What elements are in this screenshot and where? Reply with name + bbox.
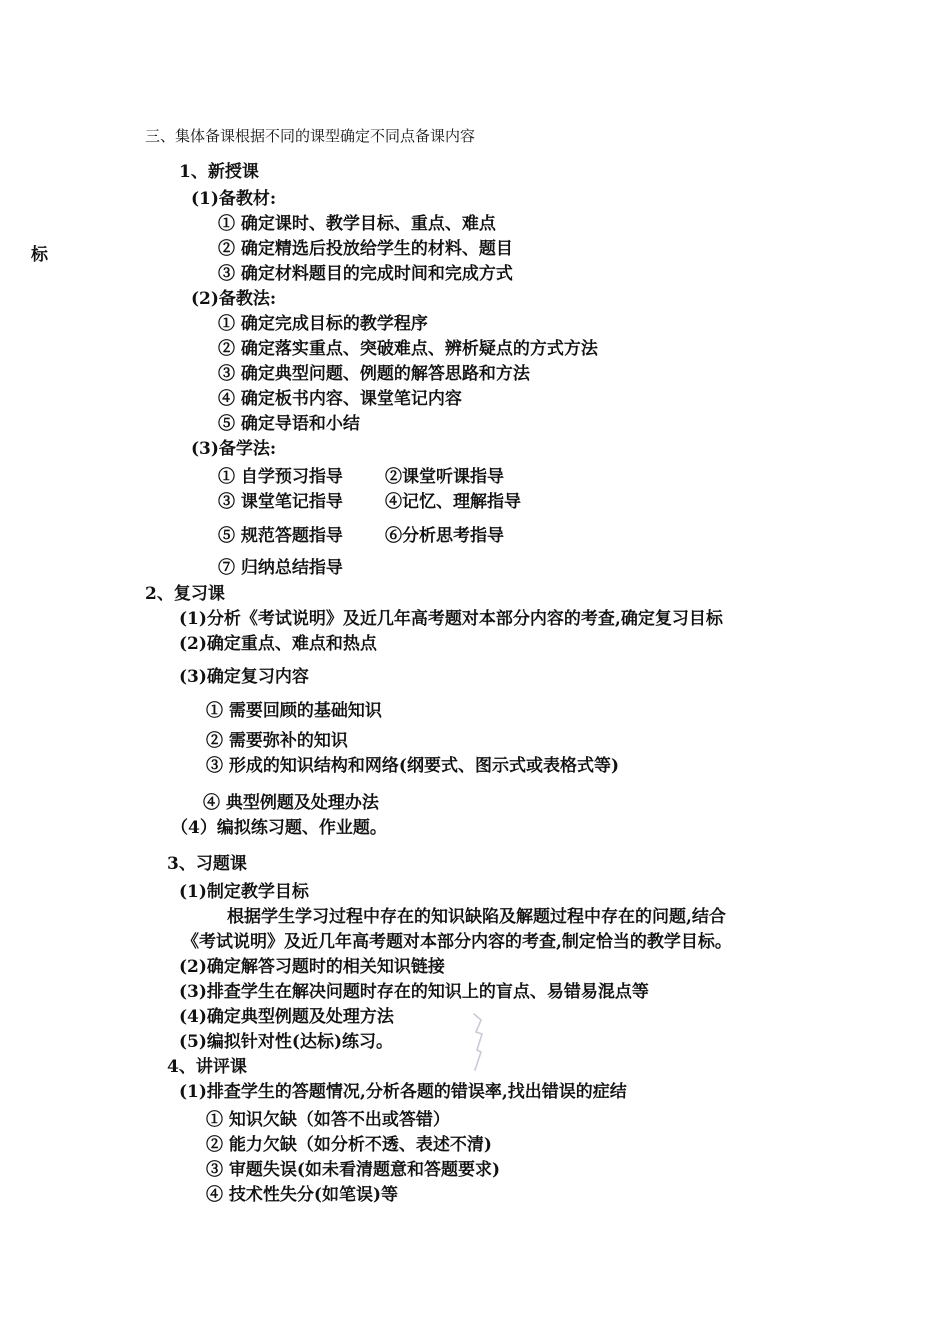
list-item: ③ 确定典型问题、例题的解答思路和方法 (218, 364, 530, 384)
s3-part1-title: (1)制定教学目标 (179, 882, 309, 902)
s1-part3-title: (3)备学法: (191, 439, 277, 459)
section-1-title: 1、新授课 (179, 162, 259, 182)
list-item: ③ 确定材料题目的完成时间和完成方式 (218, 264, 513, 284)
s1-part2-title: (2)备教法: (191, 289, 277, 309)
list-item: ② 能力欠缺（如分析不透、表述不清) (206, 1135, 492, 1155)
list-item: ④ 典型例题及处理办法 (203, 793, 379, 813)
list-item: ② 确定精选后投放给学生的材料、题目 (218, 239, 513, 259)
list-item: ③ 审题失误(如未看清题意和答题要求) (206, 1160, 501, 1180)
list-item: ⑤ 确定导语和小结 (218, 414, 360, 434)
list-item: ① 自学预习指导 (218, 467, 343, 487)
section-2-title: 2、复习课 (145, 584, 225, 604)
list-item: ④ 确定板书内容、课堂笔记内容 (218, 389, 462, 409)
s4-part1: (1)排查学生的答题情况,分析各题的错误率,找出错误的症结 (179, 1082, 627, 1102)
list-item: ① 确定完成目标的教学程序 (218, 314, 428, 334)
s3-part2: (2)确定解答习题时的相关知识链接 (179, 957, 445, 977)
s3-part3: (3)排查学生在解决问题时存在的知识上的盲点、易错易混点等 (179, 982, 649, 1002)
list-item: ③ 课堂笔记指导 (218, 492, 343, 512)
s3-part1-text: 根据学生学习过程中存在的知识缺陷及解题过程中存在的问题,结合 (227, 907, 726, 927)
list-item: ③ 形成的知识结构和网络(纲要式、图示式或表格式等) (206, 756, 620, 776)
s2-part4: （4）编拟练习题、作业题。 (171, 818, 387, 838)
list-item: ② 确定落实重点、突破难点、辨析疑点的方式方法 (218, 339, 598, 359)
s1-part1-title: (1)备教材: (191, 189, 277, 209)
section-heading: 三、集体备课根据不同的课型确定不同点备课内容 (145, 127, 476, 145)
list-item: ②课堂听课指导 (385, 467, 504, 487)
list-item: ⑥分析思考指导 (385, 526, 504, 546)
s3-part4: (4)确定典型例题及处理方法 (179, 1007, 394, 1027)
scribble-stroke (474, 1014, 482, 1070)
list-item: ② 需要弥补的知识 (206, 731, 348, 751)
list-item: ⑤ 规范答题指导 (218, 526, 343, 546)
s2-part1: (1)分析《考试说明》及近几年高考题对本部分内容的考查,确定复习目标 (179, 609, 723, 629)
list-item: ④记忆、理解指导 (385, 492, 521, 512)
margin-character: 标 (31, 245, 48, 265)
list-item: ① 知识欠缺（如答不出或答错） (206, 1110, 450, 1130)
s3-part1-text: 《考试说明》及近几年高考题对本部分内容的考查,制定恰当的教学目标。 (182, 932, 732, 952)
pencil-scribble-mark (464, 1010, 490, 1078)
list-item: ① 确定课时、教学目标、重点、难点 (218, 214, 496, 234)
section-3-title: 3、习题课 (167, 854, 247, 874)
list-item: ⑦ 归纳总结指导 (218, 558, 343, 578)
s3-part5: (5)编拟针对性(达标)练习。 (179, 1032, 394, 1052)
s2-part3-title: (3)确定复习内容 (179, 667, 309, 687)
list-item: ④ 技术性失分(如笔误)等 (206, 1185, 399, 1205)
section-4-title: 4、讲评课 (167, 1057, 247, 1077)
s2-part2: (2)确定重点、难点和热点 (179, 634, 377, 654)
list-item: ① 需要回顾的基础知识 (206, 701, 382, 721)
